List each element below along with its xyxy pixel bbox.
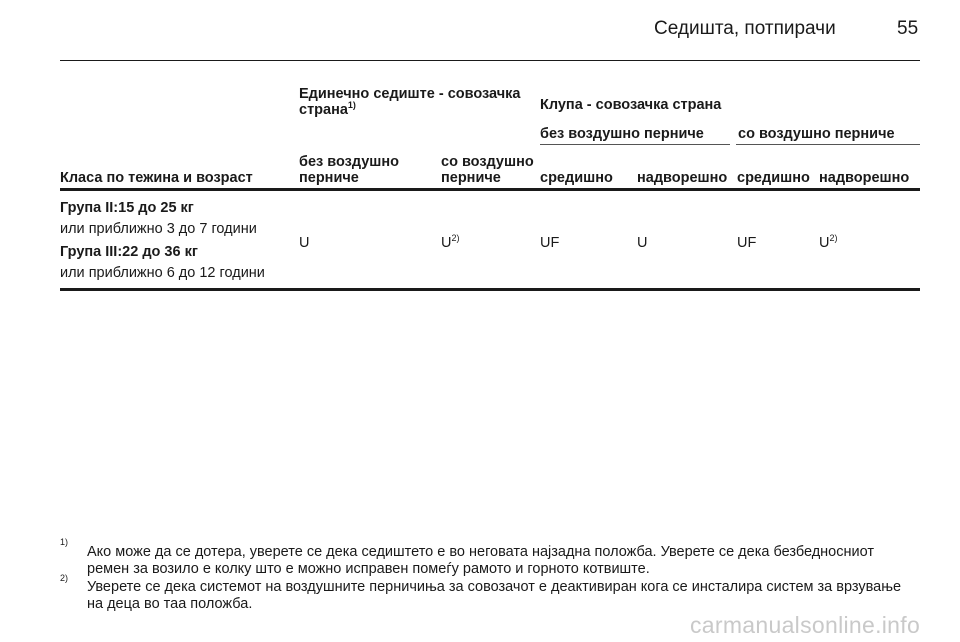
footnote-ref-2b: 2) <box>829 233 838 244</box>
row-group-2: Група II:15 до 25 кг <box>60 200 194 216</box>
cell-single-with: $U^{2)}$ <box>441 233 460 251</box>
col-single-without-airbag: без воздушно перниче <box>299 154 399 186</box>
cell-bench-without-outer: U <box>637 235 648 251</box>
page-header-title: Седишта, потпирачи <box>654 18 836 39</box>
footnote-1-mark: 1) <box>60 537 69 547</box>
col-single-with-airbag: со воздушно перниче <box>441 154 534 186</box>
row-group-3: Група III:22 до 36 кг <box>60 244 198 260</box>
footnote-2-text: Уверете се дека системот на воздушните перничиња за совозачот е деактивиран кога се инсталира систем за врзување на деца во таа положба. <box>87 579 902 612</box>
cell-bench-with-outer: $U^{2)}$ <box>819 233 838 251</box>
col-bench-without-center: средишно <box>540 170 613 186</box>
cell-bench-with-center: UF <box>737 235 757 251</box>
footnote-1-text: Ако може да се дотера, уверете се дека седиштето е во неговата најзадна положба. Уверете се дека безбедносниот ремен за возило е колку што е можно исправен помеѓу рамото и горното котвиште. <box>87 544 874 577</box>
footnote-ref-1: 1) <box>347 100 356 111</box>
cell-bench-without-center: UF <box>540 235 560 251</box>
col-bench-with-outer: надворешно <box>819 170 910 186</box>
col-bench-with-center: средишно <box>737 170 810 186</box>
row-group-2-age: или приближно 3 до 7 години <box>60 221 257 237</box>
watermark: carmanualsonline.info <box>690 612 921 638</box>
table-bottom-rule <box>60 288 920 291</box>
cell-single-without: U <box>299 235 310 251</box>
page-number: 55 <box>897 18 919 39</box>
footnote-2-mark: 2) <box>60 573 69 583</box>
footnote-ref-2a: 2) <box>451 233 460 244</box>
header-rule <box>60 60 920 61</box>
bench-sub-with-airbag: со воздушно перниче <box>738 126 895 142</box>
col-group-single-seat: Единечно седиште - совозачка страна$^{1)}$ <box>299 86 521 118</box>
col-group-bench: Клупа - совозачка страна <box>540 97 722 113</box>
col-weight-class: Класа по тежина и возраст <box>60 170 253 186</box>
col-bench-without-outer: надворешно <box>637 170 728 186</box>
row-group-3-age: или приближно 6 до 12 години <box>60 265 265 281</box>
bench-sub-rule-left <box>540 144 730 145</box>
bench-sub-without-airbag: без воздушно перниче <box>540 126 704 142</box>
bench-sub-rule-right <box>736 144 920 145</box>
table-header-rule <box>60 188 920 191</box>
